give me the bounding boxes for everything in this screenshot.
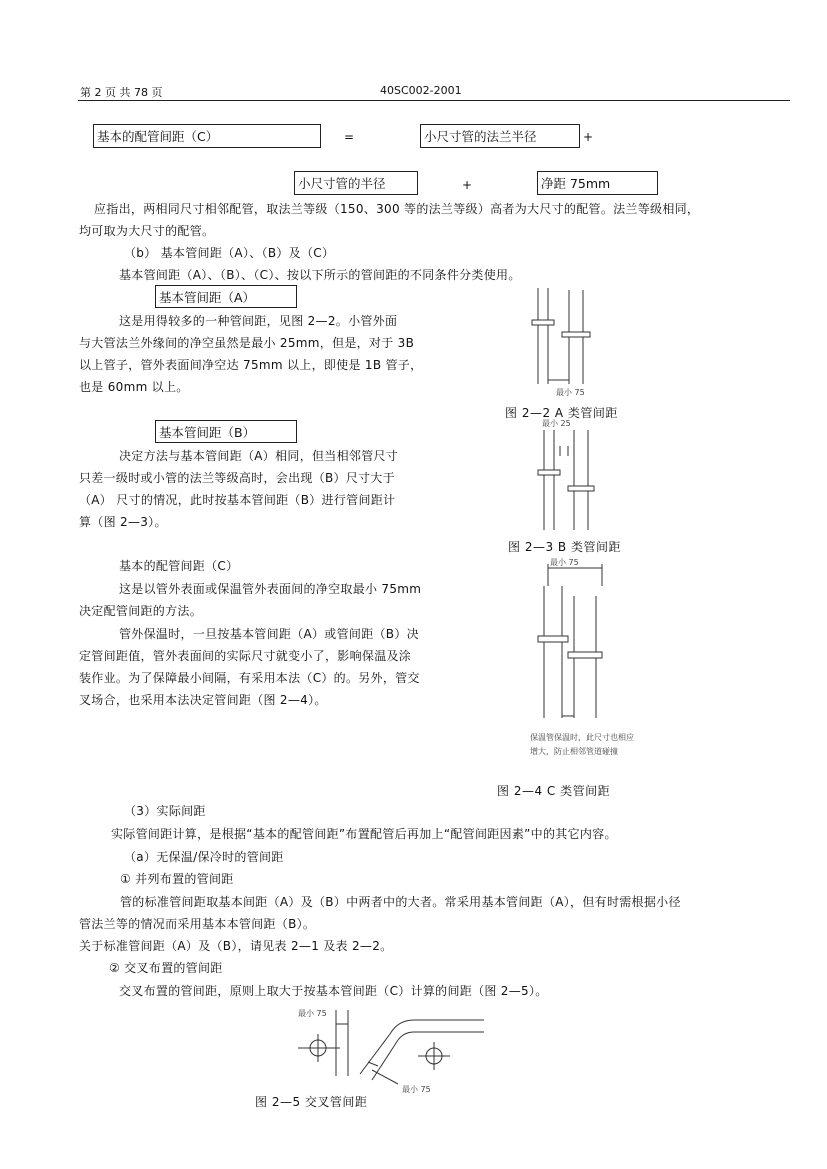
spacing-b-line: 只差一级时或小管的法兰等级高时，会出现（B）尺寸大于: [79, 471, 396, 485]
page-number: 第 2 页 共 78 页: [80, 86, 163, 99]
section-3-title: （3）实际间距: [124, 804, 206, 818]
spacing-c-title: 基本的配管间距（C）: [119, 559, 239, 573]
formula-term-c: 基本的配管间距（C）: [93, 124, 321, 148]
spacing-c-line: 管外保温时，一旦按基本管间距（A）或管间距（B）决: [119, 627, 419, 641]
header-rule: [78, 100, 790, 101]
formula-term-pipe-radius: 小尺寸管的半径: [294, 171, 418, 195]
formula-term-clearance: 净距 75mm: [537, 171, 658, 195]
spacing-b-line: （A） 尺寸的情况，此时按基本管间距（B）进行管间距计: [79, 493, 396, 507]
spacing-a-line: 以上管子，管外表面间净空达 75mm 以上，即使是 1B 管子，: [79, 358, 423, 372]
formula-plus-1: +: [583, 130, 594, 144]
section-b-title: （b） 基本管间距（A）、（B）及（C）: [124, 246, 335, 260]
spacing-c-line: 决定配管间距的方法。: [79, 604, 203, 618]
spacing-b-line: 决定方法与基本管间距（A）相同，但当相邻管尺寸: [119, 449, 399, 463]
figure-2-5-dim-label-1: 最小 75: [298, 1009, 327, 1018]
figure-2-3-caption: 图 2—3 B 类管间距: [508, 540, 621, 554]
section-3-item1-title: ① 并列布置的管间距: [120, 872, 234, 886]
spacing-b-line: 算（图 2—3）。: [79, 515, 167, 529]
figure-2-4-caption: 图 2—4 C 类管间距: [497, 784, 611, 798]
section-3-item1-line2: 管法兰等的情况而采用基本本管间距（B）。: [79, 917, 316, 931]
figure-2-4-note-line1: 保温管保温时，此尺寸也相应: [530, 733, 634, 742]
figure-2-3-diagram: [530, 416, 620, 534]
section-3-item1-line3: 关于标准管间距（A）及（B），请见表 2—1 及表 2—2。: [79, 939, 393, 953]
para1-line2: 均可取为大尺寸的配管。: [79, 224, 215, 238]
spacing-b-heading: 基本管间距（B）: [155, 420, 297, 443]
spacing-c-line: 装作业。为了保障最小间隔，有采用本法（C）的。另外，管交: [79, 671, 420, 685]
figure-2-2-dim-label: 最小 75: [556, 388, 585, 397]
spacing-c-line: 这是以管外表面或保温管外表面间的净空取最小 75mm: [119, 582, 422, 596]
spacing-c-line: 叉场合，也采用本法决定管间距（图 2—4）。: [79, 693, 327, 707]
figure-2-4-diagram: [528, 556, 658, 762]
figure-2-4-dim-label: 最小 75: [550, 558, 579, 567]
figure-2-5-dim-label-2: 最小 75: [402, 1085, 431, 1094]
figure-2-5-diagram: [294, 1004, 494, 1096]
para1-line1: 应指出，两相同尺寸相邻配管，取法兰等级（150、300 等的法兰等级）高者为大尺寸的配管。法兰等级相同，: [94, 202, 700, 216]
figure-2-5-caption: 图 2—5 交叉管间距: [255, 1095, 368, 1109]
formula-equals: =: [344, 130, 355, 144]
spacing-a-line: 也是 60mm 以上。: [79, 380, 189, 394]
figure-2-2-diagram: [520, 284, 610, 400]
figure-2-4-note-line2: 增大，防止相邻管道碰撞: [530, 747, 618, 756]
spacing-c-line: 定管间距值，管外表面间的实际尺寸就变小了，影响保温及涂: [79, 649, 412, 663]
document-code: 40SC002-2001: [380, 84, 462, 97]
figure-2-3-dim-label: 最小 25: [542, 419, 571, 428]
figure-2-2-caption: 图 2—2 A 类管间距: [505, 406, 618, 420]
section-3-item1-line1: 管的标准管间距取基本间距（A）及（B）中两者中的大者。常采用基本管间距（A），但有时需根据小径: [120, 895, 681, 909]
section-3-item2-title: ② 交叉布置的管间距: [109, 961, 223, 975]
spacing-a-line: 这是用得较多的一种管间距，见图 2—2。小管外面: [119, 314, 398, 328]
formula-plus-2: +: [462, 178, 473, 192]
section-3-item2-desc: 交叉布置的管间距，原则上取大于按基本管间距（C）计算的间距（图 2—5）。: [119, 984, 548, 998]
section-3-desc: 实际管间距计算，是根据“基本的配管间距”布置配管后再加上“配管间距因素”中的其它内容。: [111, 827, 617, 841]
spacing-a-heading: 基本管间距（A）: [155, 285, 297, 308]
section-3-sub-a: （a）无保温/保冷时的管间距: [124, 850, 284, 864]
section-b-desc: 基本管间距（A）、（B）、（C）、按以下所示的管间距的不同条件分类使用。: [119, 268, 521, 282]
formula-term-flange-radius: 小尺寸管的法兰半径: [420, 124, 580, 148]
spacing-a-line: 与大管法兰外缘间的净空虽然是最小 25mm，但是，对于 3B: [79, 336, 415, 350]
